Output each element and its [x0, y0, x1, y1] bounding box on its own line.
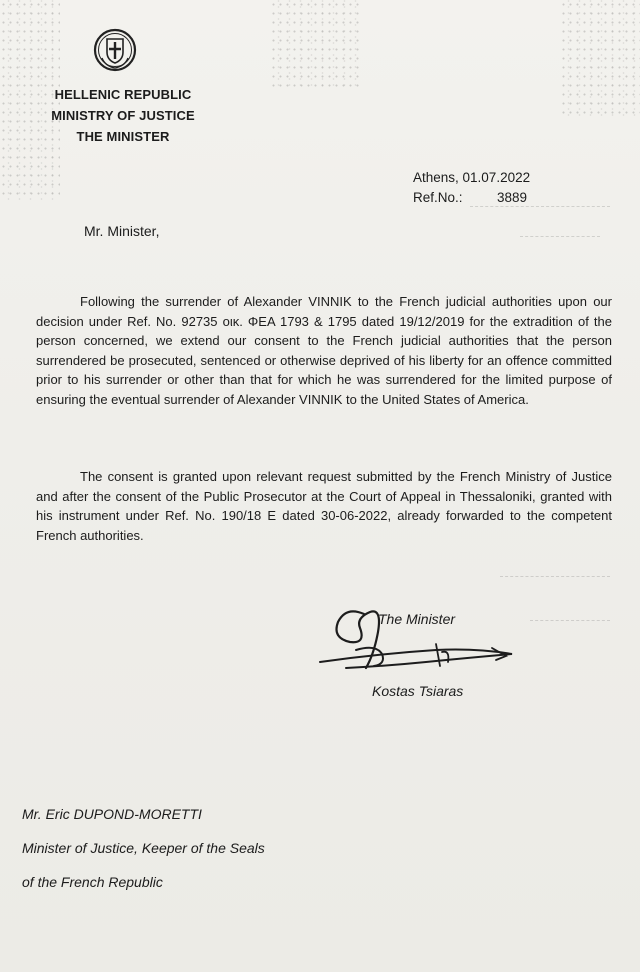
- bleed-through-artifact: [530, 620, 610, 629]
- header-line-minister: THE MINISTER: [76, 129, 170, 144]
- addressee-country: of the French Republic: [22, 874, 163, 890]
- bleed-through-artifact: [470, 206, 610, 215]
- body-paragraph-2: [36, 467, 612, 545]
- handwritten-signature: [316, 592, 516, 682]
- place-date: Athens, 01.07.2022: [413, 170, 531, 185]
- addressee-name: Mr. Eric DUPOND-MORETTI: [22, 806, 202, 822]
- bleed-through-artifact: [500, 576, 610, 585]
- signature-title: The Minister: [378, 611, 456, 627]
- signatory-name: Kostas Tsiaras: [372, 683, 464, 699]
- header-line-ministry: MINISTRY OF JUSTICE: [51, 108, 195, 123]
- hellenic-republic-crest-icon: [93, 28, 137, 72]
- body-paragraph-1-text: Following the surrender of Alexander VINNIK to the French judicial authorities upon our decision under Ref. No. 92735 οικ. ΦΕΑ 1793 & 1795 dated 19/12/2019 for the extradition of the person concerned, we extend our consent to the French judicial authorities that the person surrendered be prosecuted, sentenced or otherwise deprived of his liberty for an offence committed prior to his surrender or other than that for which he was surrendered for the limited purpose of ensuring the eventual surrender of Alexander VINNIK to the United States of America.: [36, 294, 612, 407]
- addressee-title: Minister of Justice, Keeper of the Seals: [22, 840, 265, 856]
- speckle-top-center: [270, 0, 360, 90]
- salutation: Mr. Minister,: [84, 223, 160, 239]
- reference-number: 3889: [497, 190, 528, 205]
- speckle-top-right: [560, 0, 640, 120]
- body-paragraph-1: [36, 292, 612, 409]
- reference-line: [413, 188, 528, 208]
- bleed-through-artifact: [520, 236, 600, 245]
- reference-label: Ref.No.:: [413, 190, 463, 205]
- header-line-republic: HELLENIC REPUBLIC: [54, 87, 192, 102]
- body-paragraph-2-text: The consent is granted upon relevant request submitted by the French Ministry of Justice and after the consent of the Public Prosecutor at the Court of Appeal in Thessaloniki, granted with his instrument under Ref. No. 190/18 E dated 30-06-2022, already forwarded to the competent French authorities.: [36, 469, 612, 543]
